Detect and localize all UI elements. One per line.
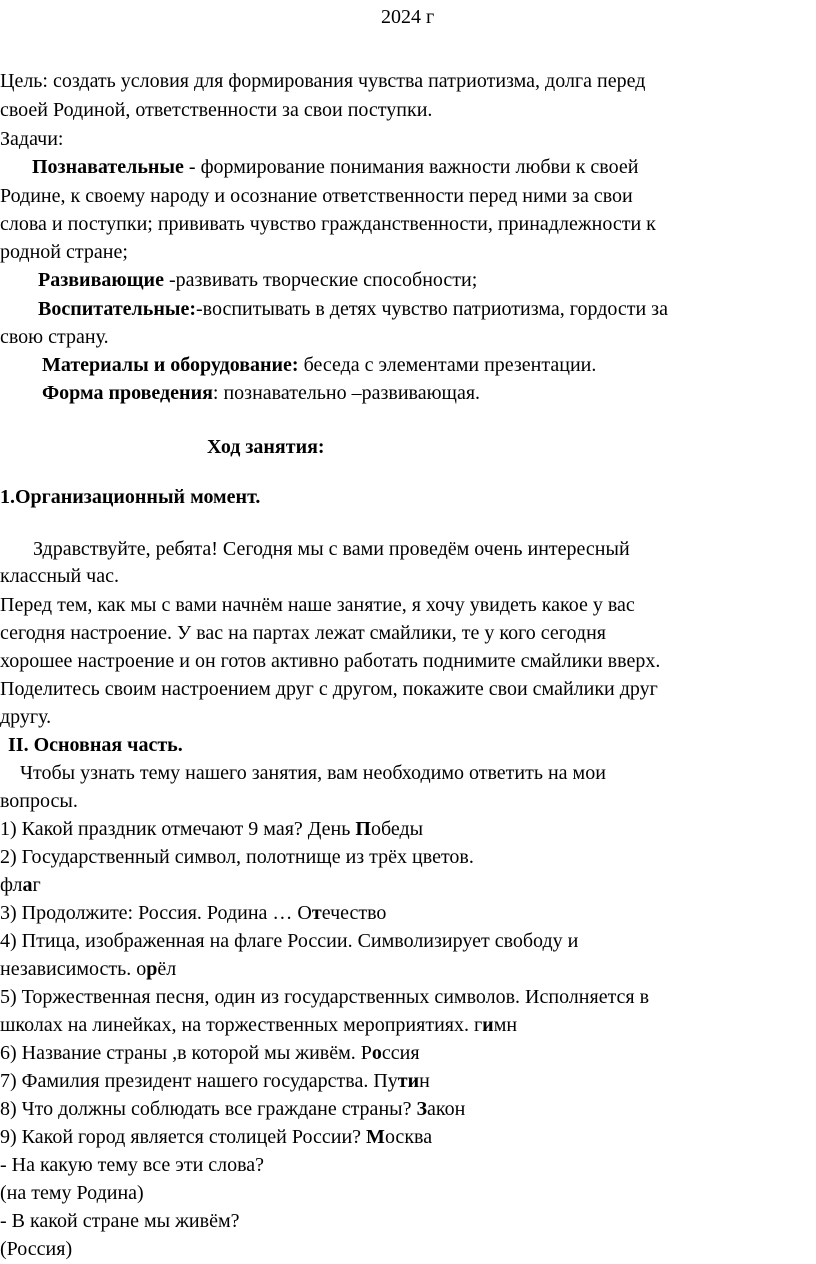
section1-line-4: сегодня настроение. У вас на партах лежат смайлики, те у кого сегодня	[0, 622, 606, 644]
section1-line-3: Перед тем, как мы с вами начнём наше занятие, я хочу увидеть какое у вас	[0, 594, 635, 616]
materials-title: Материалы и оборудование:	[42, 354, 299, 376]
task-educational: Воспитательные:-воспитывать в детях чувство патриотизма, гордости за	[38, 298, 668, 320]
section1-line-1: Здравствуйте, ребята! Сегодня мы с вами проведём очень интересный	[33, 538, 630, 560]
discussion-3: - В какой стране мы живём?	[0, 1210, 240, 1232]
section1-line-2: классный час.	[0, 565, 119, 587]
question-7: 7) Фамилия президент нашего государства. Путин	[0, 1070, 430, 1092]
section1-line-7: другу.	[0, 706, 52, 728]
question-4: 4) Птица, изображенная на флаге России. Символизирует свободу и	[0, 930, 579, 952]
task-developing: Развивающие -развивать творческие способности;	[38, 269, 478, 291]
task-cognitive-line-3: слова и поступки; прививать чувство гражданственности, принадлежности к	[0, 213, 656, 235]
year: 2024 г	[381, 6, 435, 28]
section1-line-5: хорошее настроение и он готов активно работать поднимите смайлики вверх.	[0, 650, 661, 672]
task-educational-title: Воспитательные:	[38, 298, 196, 320]
section1-heading: 1.Организационный момент.	[0, 486, 261, 508]
task-cognitive-line-2: Родине, к своему народу и осознание ответственности перед ними за свои	[0, 185, 633, 207]
section1-line-6: Поделитесь своим настроением друг с другом, покажите свои смайлики друг	[0, 678, 658, 700]
tasks-label: Задачи:	[0, 128, 64, 150]
question-4-line-2: независимость. орёл	[0, 958, 177, 980]
section2-intro-1: Чтобы узнать тему нашего занятия, вам необходимо ответить на мои	[20, 762, 606, 784]
question-5: 5) Торжественная песня, один из государственных символов. Исполняется в	[0, 986, 650, 1008]
question-6: 6) Название страны ,в которой мы живём. Россия	[0, 1042, 420, 1064]
question-3: 3) Продолжите: Россия. Родина … Отечество	[0, 902, 387, 924]
section2-heading: II. Основная часть.	[8, 734, 183, 756]
task-cognitive-title: Познавательные	[32, 156, 184, 178]
question-5-line-2: школах на линейках, на торжественных мероприятиях. гимн	[0, 1014, 518, 1036]
form-title: Форма проведения	[42, 382, 213, 404]
form: Форма проведения: познавательно –развивающая.	[42, 382, 481, 404]
discussion-4: (Россия)	[0, 1238, 73, 1260]
lesson-heading: Ход занятия:	[207, 436, 325, 458]
materials: Материалы и оборудование: беседа с элементами презентации.	[42, 354, 597, 376]
task-cognitive: Познавательные - формирование понимания важности любви к своей	[32, 156, 639, 178]
goal-line-2: своей Родиной, ответственности за свои поступки.	[0, 99, 433, 121]
discussion-1: - На какую тему все эти слова?	[0, 1154, 265, 1176]
task-cognitive-line-4: родной стране;	[0, 241, 128, 263]
question-1: 1) Какой праздник отмечают 9 мая? День Победы	[0, 818, 424, 840]
section2-intro-2: вопросы.	[0, 790, 78, 812]
question-9: 9) Какой город является столицей России? Москва	[0, 1126, 433, 1148]
task-developing-title: Развивающие	[38, 269, 164, 291]
question-8: 8) Что должны соблюдать все граждане страны? Закон	[0, 1098, 466, 1120]
question-2: 2) Государственный символ, полотнище из трёх цветов.	[0, 846, 474, 868]
answer-2: флаг	[0, 874, 41, 896]
discussion-2: (на тему Родина)	[0, 1182, 144, 1204]
task-educational-line-2: свою страну.	[0, 326, 109, 348]
goal-line-1: Цель: создать условия для формирования чувства патриотизма, долга перед	[0, 70, 646, 92]
